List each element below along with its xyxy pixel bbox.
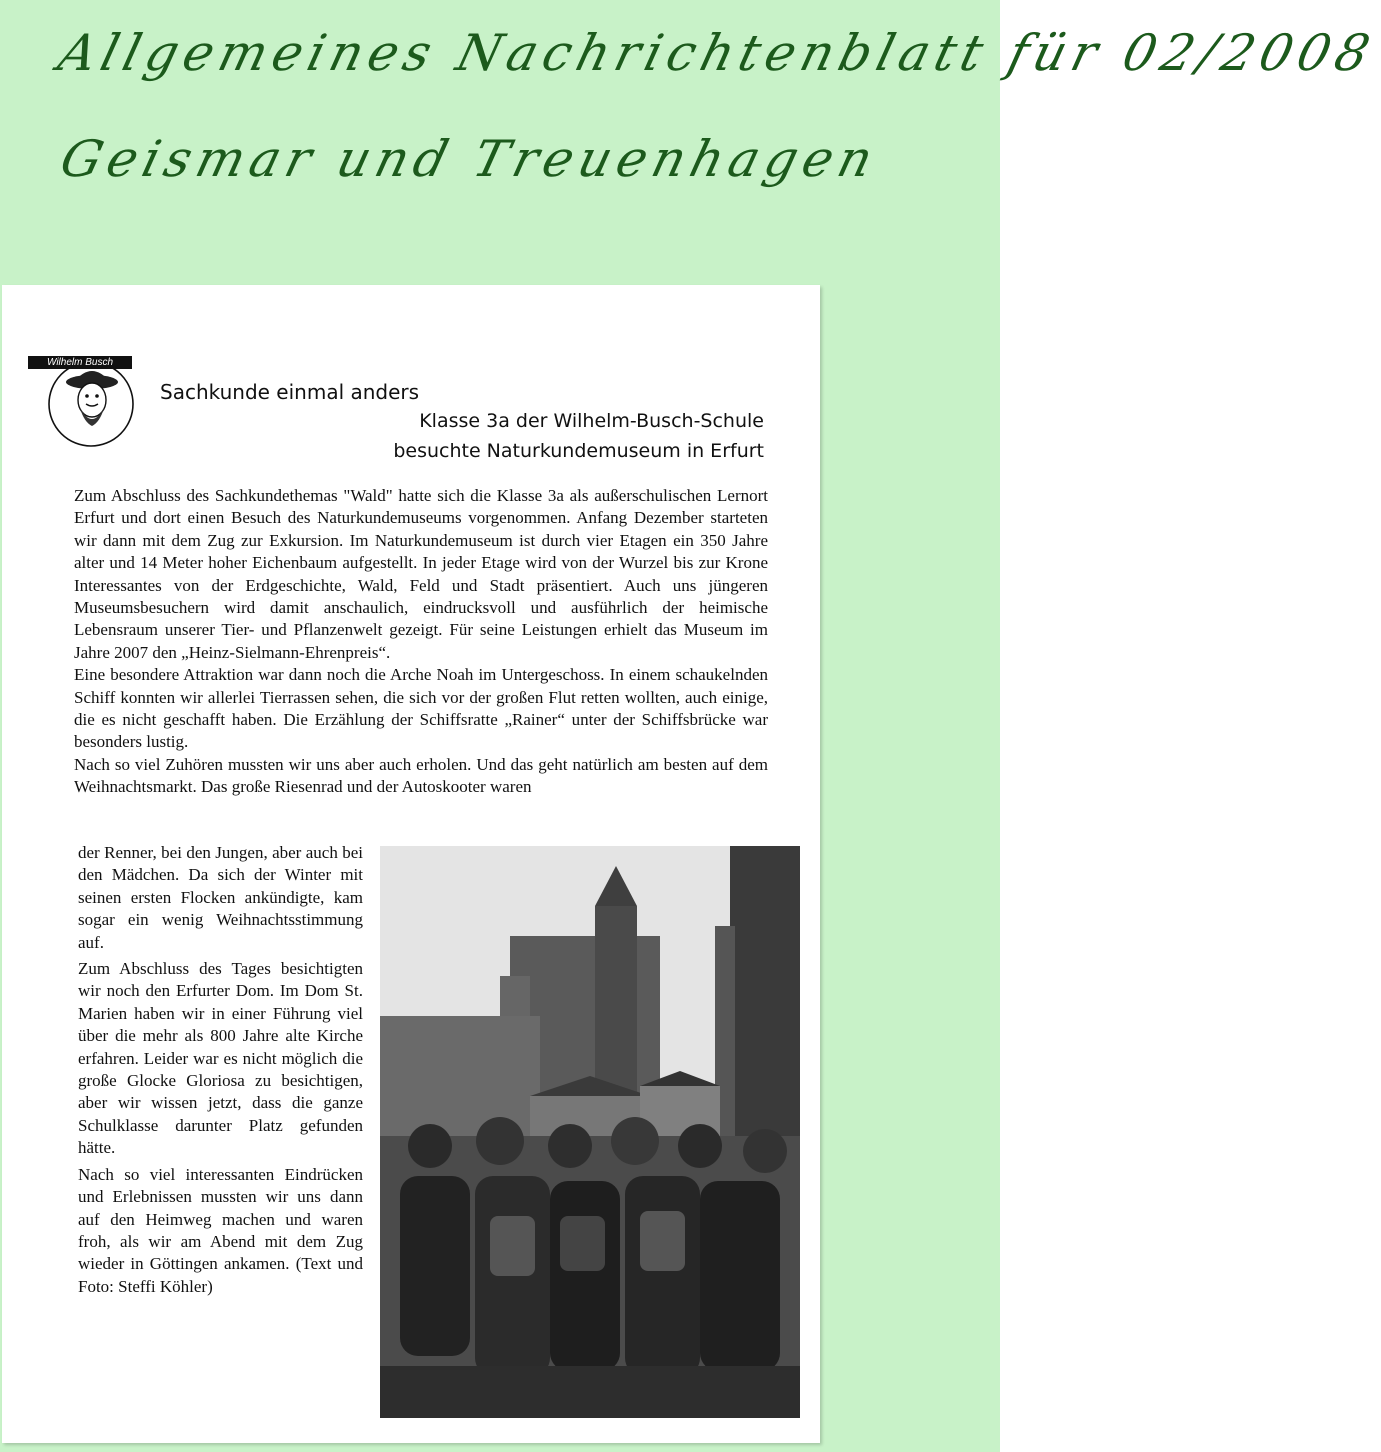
- logo-banner: Wilhelm Busch: [28, 356, 132, 369]
- article-subtitle-line2: besuchte Naturkundemuseum in Erfurt: [393, 440, 764, 462]
- paragraph: Eine besondere Attraktion war dann noch die Arche Noah im Untergeschoss. In einem schaukelnden Schiff konnten wir allerlei Tierrassen sehen, die sich vor der großen Flut retten wollten, auch einige, die es nicht geschafft haben. Die Erzählung der Schiffsratte „Rainer“ unter der Schiffsbrücke war besonders lustig.: [74, 665, 768, 752]
- article-body-column: [78, 842, 363, 1302]
- handwritten-note-line2: Geismar und Treuenhagen: [54, 130, 885, 188]
- paragraph: Nach so viel interessanten Eindrücken und Erlebnissen mussten wir uns dann auf den Heimweg machen und waren froh, als wir am Abend mit dem Zug wieder in Göttingen ankamen. (Text und Foto: Steffi Köhler): [78, 1164, 363, 1296]
- paragraph: Nach so viel Zuhören mussten wir uns aber auch erholen. Und das geht natürlich am besten auf dem Weihnachtsmarkt. Das große Riesenrad und der Autoskooter waren: [74, 754, 768, 797]
- handwritten-note-line1: Allgemeines Nachrichtenblatt für 02/2008: [52, 24, 1381, 82]
- article-body-full-width: [74, 485, 768, 799]
- paragraph: Zum Abschluss des Tages besichtigten wir noch den Erfurter Dom. Im Dom St. Marien haben wir in einer Führung viel über die mehr als 800 Jahre alte Kirche erfahren. Leider war es nicht möglich die große Glocke Gloriosa zu besichtigen, aber wir wissen jetzt, dass die ganze Schulklasse darunter Platz gefunden hätte.: [78, 959, 363, 1158]
- paragraph: der Renner, bei den Jungen, aber auch bei den Mädchen. Da sich der Winter mit seinen ersten Flocken ankündigte, kam sogar ein wenig Weihnachtsstimmung auf.: [78, 843, 363, 952]
- christmas-market-photo: [380, 846, 800, 1418]
- paragraph: Zum Abschluss des Sachkundethemas "Wald" hatte sich die Klasse 3a als außerschulischen Lernort Erfurt und dort einen Besuch des Naturkundemuseums vorgenommen. Anfang Dezember starteten wir dann mit dem Zug zur Exkursion. Im Naturkundemuseum ist durch vier Etagen ein 350 Jahre alter und 14 Meter hoher Eichenbaum aufgestellt. In jeder Etage wird von der Wurzel bis zur Krone Interessantes von der Erdgeschichte, Wald, Feld und Stadt präsentiert. Auch uns jüngeren Museumsbesuchern wird damit anschaulich, eindrucksvoll und ausführlich der heimische Lebensraum unserer Tier- und Pflanzenwelt gezeigt. Für seine Leistungen erhielt das Museum im Jahre 2007 den „Heinz-Sielmann-Ehrenpreis“.: [74, 486, 768, 662]
- article-subtitle-line1: Klasse 3a der Wilhelm-Busch-Schule: [419, 410, 764, 432]
- article-title: Sachkunde einmal anders: [160, 380, 420, 404]
